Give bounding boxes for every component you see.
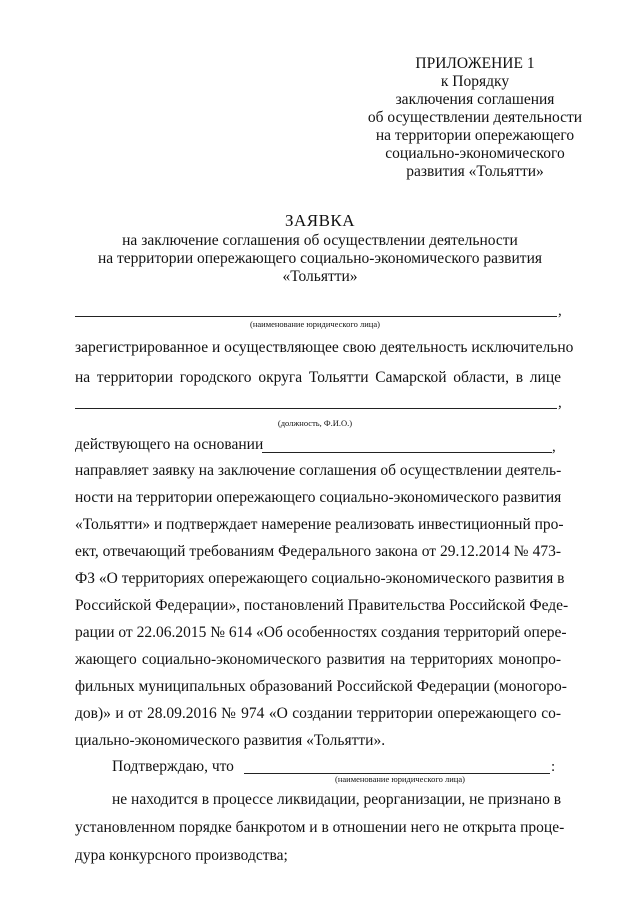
paragraph-line: ект, отвечающий требованиям Федерального закона от 29.12.2014 № 473- bbox=[75, 543, 561, 560]
document-title: ЗАЯВКА bbox=[284, 211, 356, 230]
paragraph-line: фильных муниципальных образований Российской Федерации (моногоро- bbox=[75, 678, 567, 695]
field-colon: : bbox=[551, 759, 556, 775]
appendix-line: заключения соглашения bbox=[395, 91, 555, 108]
paragraph-line: «Тольятти» и подтверждает намерение реализовать инвестиционный про- bbox=[75, 516, 564, 533]
legal-entity-name-field[interactable] bbox=[75, 316, 557, 317]
paragraph-line: Российской Федерации», постановлений Правительства Российской Феде- bbox=[75, 597, 569, 614]
paragraph-line: ности на территории опережающего социально-экономического развития bbox=[75, 489, 562, 506]
document-subtitle-line: «Тольятти» bbox=[282, 268, 358, 285]
paragraph-line: рации от 22.06.2015 № 614 «Об особенностях создания территорий опере- bbox=[75, 624, 567, 641]
appendix-line: к Порядку bbox=[440, 73, 510, 90]
field-comma: , bbox=[558, 395, 562, 411]
appendix-title: ПРИЛОЖЕНИЕ 1 bbox=[415, 55, 535, 72]
body-text-line: на территории городского округа Тольятти Самарской области, в лице bbox=[75, 369, 561, 386]
document-subtitle-line: на территории опережающего социально-экономического развития bbox=[97, 250, 542, 267]
confirm-entity-caption: (наименование юридического лица) bbox=[335, 774, 465, 784]
paragraph-line: установленном порядке банкротом и в отношении него не открыта проце- bbox=[75, 819, 565, 836]
basis-field[interactable] bbox=[262, 452, 552, 453]
position-fio-field[interactable] bbox=[75, 408, 557, 409]
paragraph-line: дов)» и от 28.09.2016 № 974 «О создании территории опережающего со- bbox=[75, 705, 561, 722]
position-fio-caption: (должность, Ф.И.О.) bbox=[277, 418, 353, 428]
paragraph-line: направляет заявку на заключение соглашения об осуществлении деятель- bbox=[75, 462, 562, 479]
appendix-line: развития «Тольятти» bbox=[406, 163, 544, 180]
basis-label: действующего на основании bbox=[75, 436, 264, 453]
paragraph-line: не находится в процессе ликвидации, реорганизации, не признано в bbox=[112, 791, 562, 808]
paragraph-line: дура конкурсного производства; bbox=[75, 847, 288, 864]
body-text-line: зарегистрированное и осуществляющее свою деятельность исключительно bbox=[75, 339, 574, 356]
field-comma: , bbox=[558, 303, 562, 319]
appendix-line: социально-экономического bbox=[385, 145, 565, 162]
paragraph-line: ФЗ «О территориях опережающего социально-экономического развития в bbox=[75, 570, 565, 587]
paragraph-line: циально-экономического развития «Тольятти». bbox=[75, 732, 386, 749]
confirm-label: Подтверждаю, что bbox=[112, 758, 234, 775]
field-comma: , bbox=[552, 439, 556, 455]
legal-entity-caption: (наименование юридического лица) bbox=[250, 319, 380, 329]
paragraph-line: жающего социально-экономического развития на территориях монопро- bbox=[75, 651, 561, 668]
document-subtitle-line: на заключение соглашения об осуществлении деятельности bbox=[122, 232, 518, 249]
appendix-line: на территории опережающего bbox=[375, 127, 575, 144]
appendix-line: об осуществлении деятельности bbox=[367, 109, 583, 126]
